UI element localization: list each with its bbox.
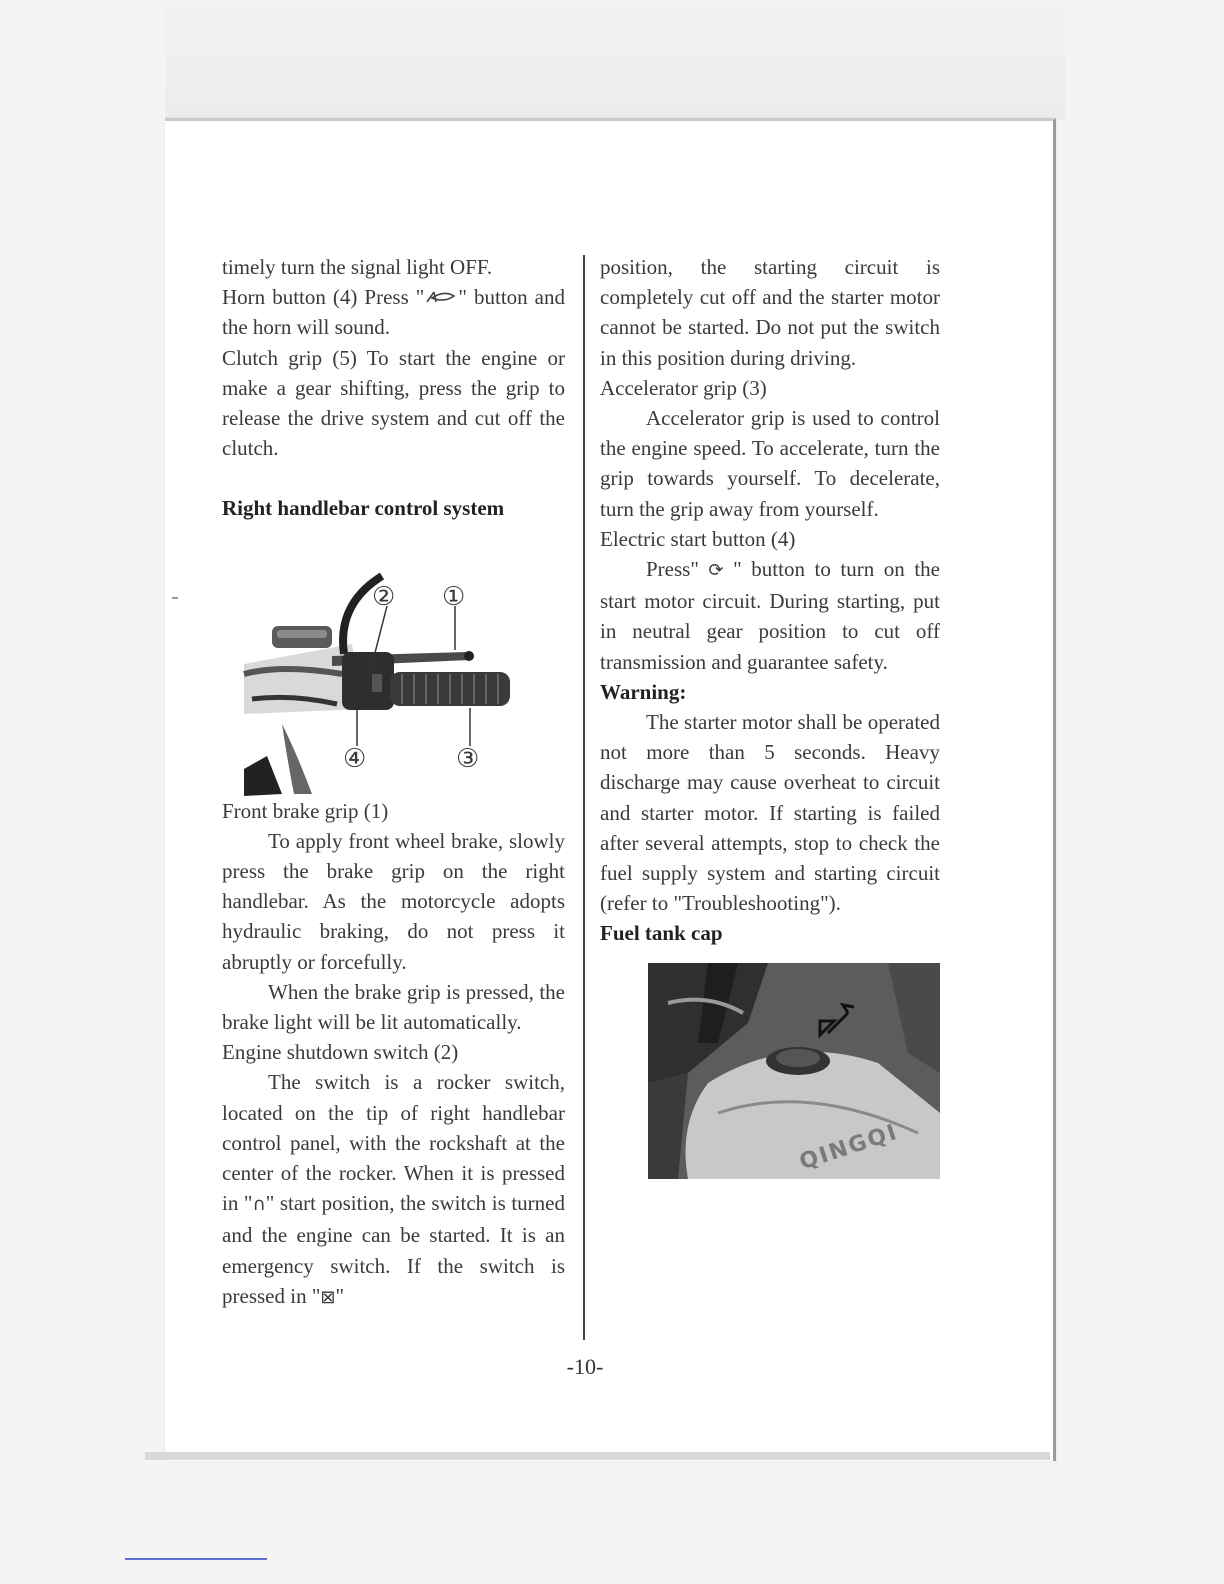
- left-column: [222, 252, 565, 1313]
- handlebar-illustration: [222, 524, 565, 796]
- stop-symbol-icon: ⊠: [320, 1286, 336, 1308]
- callout-4: ④: [343, 743, 367, 774]
- handlebar-figure: [222, 524, 565, 796]
- front-brake-paragraph: To apply front wheel brake, slowly press the brake grip on the right handlebar. As the motorcycle adopts hydraulic braking, do not press it abruptly or forcefully.: [222, 828, 565, 974]
- electric-start-title: Electric start button (4): [600, 526, 796, 551]
- accelerator-paragraph: Accelerator grip is used to control the engine speed. To accelerate, turn the grip towards yourself. To decelerate, turn the grip away from yourself.: [600, 406, 940, 521]
- scan-top-band: [165, 0, 1065, 120]
- horn-icon: [424, 288, 458, 306]
- scan-bottom-edge: [145, 1452, 1050, 1460]
- front-brake-title: Front brake grip (1): [222, 798, 389, 823]
- right-handlebar-heading: Right handlebar control system: [222, 496, 505, 521]
- callout-1: ①: [442, 581, 466, 612]
- callout-2: ②: [372, 581, 396, 612]
- warning-heading: Warning:: [600, 679, 687, 704]
- callout-3: ③: [456, 743, 480, 774]
- clutch-paragraph: Clutch grip (5) To start the engine or make a gear shifting, press the grip to release the drive system and cut off the clutch.: [222, 345, 565, 461]
- horn-title: Horn button (4): [222, 285, 358, 310]
- warning-paragraph: The starter motor shall be operated not more than 5 seconds. Heavy discharge may cause overheat to circuit and starter motor. If starting is failed after several attempts, stop to check the fuel supply system and starting circuit (refer to "Troubleshooting").: [600, 710, 940, 916]
- brake-light-paragraph: When the brake grip is pressed, the brake light will be lit automatically.: [222, 979, 565, 1035]
- tank-brand-text: QINGQI: [796, 1119, 902, 1175]
- right-column: [600, 252, 940, 1179]
- accelerator-title: Accelerator grip (3): [600, 375, 767, 400]
- engine-shutdown-title: Engine shutdown switch (2): [222, 1040, 459, 1065]
- fuel-tank-heading: Fuel tank cap: [600, 921, 723, 946]
- scan-mark: [172, 597, 178, 599]
- horn-paragraph: Horn button (4) Press " " button and the horn will sound.: [222, 285, 565, 340]
- electric-start-paragraph: Press" ⟳ " button to turn on the start motor circuit. During starting, put in neutral gear position to cut off transmission and guarantee safety.: [600, 557, 941, 674]
- signal-light-text: timely turn the signal light OFF.: [222, 255, 493, 279]
- page-number: -10-: [566, 1354, 604, 1379]
- engine-shutdown-paragraph: The switch is a rocker switch, located on the tip of right handlebar control panel, with the rockshaft at the center of the rocker. When it is pressed in "∩" start position, the switch is turned and the engine can be started. It is an emergency switch. If the switch is pressed in "⊠": [222, 1070, 565, 1308]
- run-symbol-icon: ∩: [252, 1194, 266, 1216]
- scan-artifact-line: [125, 1558, 267, 1560]
- starter-symbol-icon: ⟳: [708, 560, 724, 582]
- column-divider: [583, 255, 585, 1340]
- cutoff-paragraph: position, the starting circuit is completely cut off and the starter motor cannot be started. Do not put the switch in this position during driving.: [600, 255, 940, 370]
- fuel-tank-photo: [648, 963, 940, 1179]
